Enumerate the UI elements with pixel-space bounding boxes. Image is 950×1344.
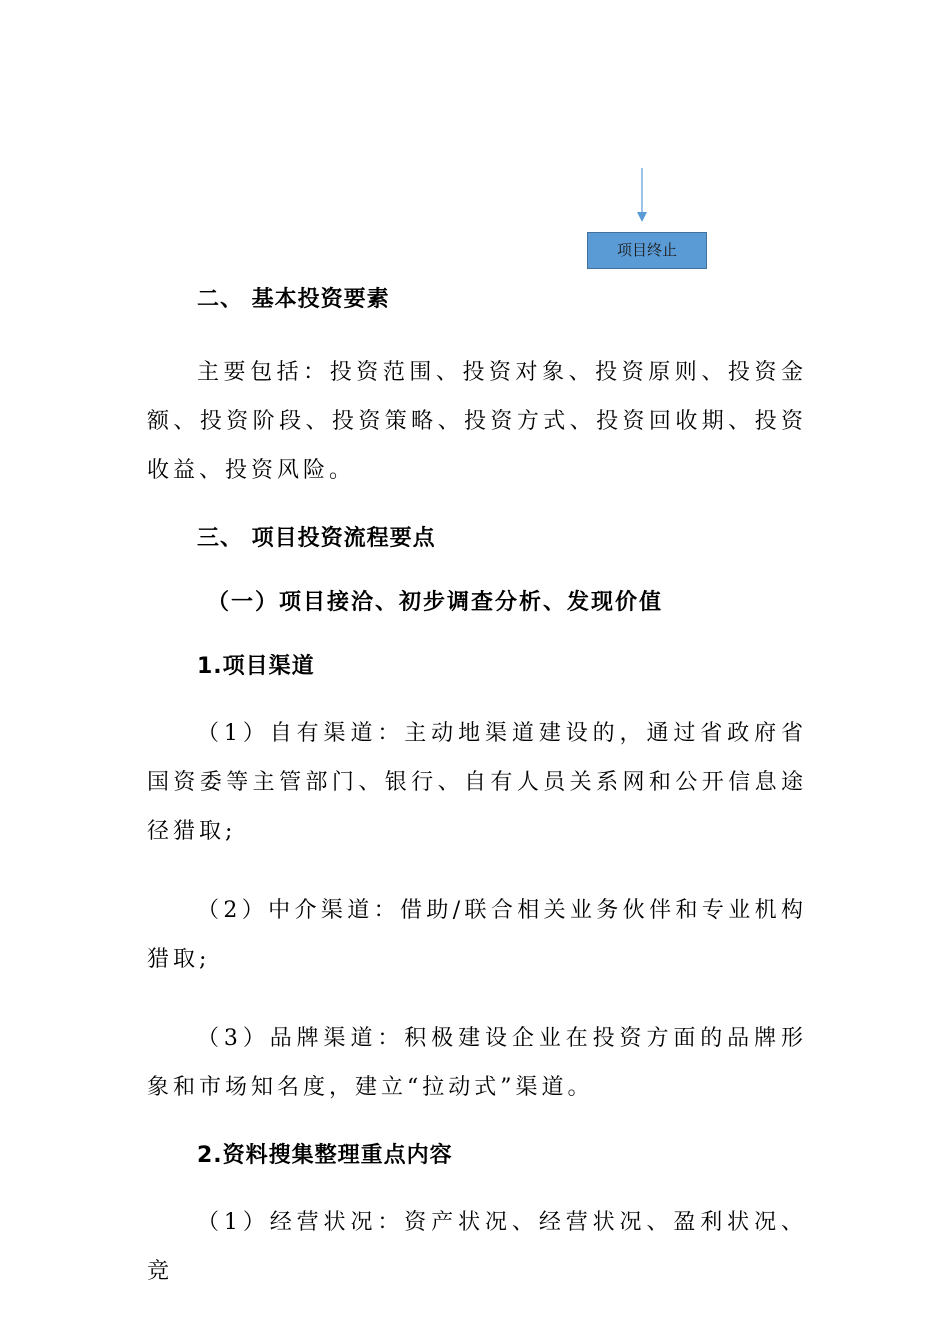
section3-heading: 三、 项目投资流程要点 [197,526,436,551]
flowchart-arrow-down-icon [632,168,652,224]
flowchart-terminal-box [587,232,707,269]
flowchart-terminal-label: 项目终止 [616,241,677,259]
document-body [147,282,807,1296]
subsection1-heading: （一）项目接洽、初步调查分析、发现价值 [207,590,664,615]
item1-paragraph-2: （2）中介渠道：借助/联合相关业务伙伴和专业机构猎取; [147,898,807,972]
item2-heading: 2.资料搜集整理重点内容 [197,1143,453,1168]
item1-heading: 1.项目渠道 [197,654,315,679]
section2-body: 主要包括：投资范围、投资对象、投资原则、投资金额、投资阶段、投资策略、投资方式、投资回收期、投资收益、投资风险。 [147,360,807,483]
item1-paragraph-1: （1）自有渠道：主动地渠道建设的，通过省政府省国资委等主管部门、银行、自有人员关系网和公开信息途径猎取; [147,721,807,844]
item1-paragraph-3: （3）品牌渠道：积极建设企业在投资方面的品牌形象和市场知名度，建立“拉动式”渠道。 [147,1026,807,1100]
section2-heading: 二、 基本投资要素 [197,287,390,312]
item2-paragraph-1: （1）经营状况：资产状况、经营状况、盈利状况、竞 [147,1210,807,1284]
